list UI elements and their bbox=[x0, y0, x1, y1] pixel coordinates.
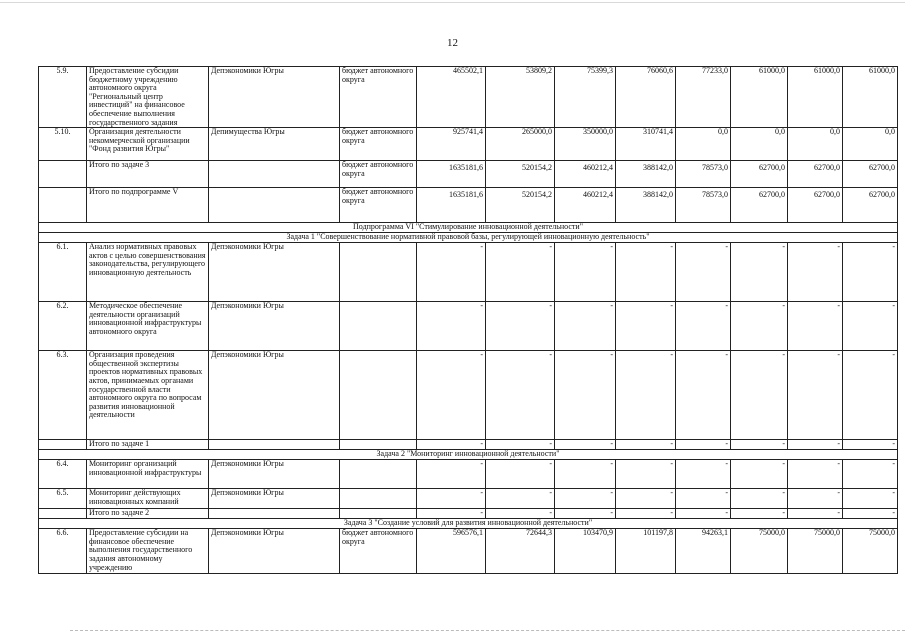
section-header-row bbox=[39, 233, 898, 243]
value-cell: 61000,0 bbox=[788, 67, 843, 128]
subtotal-label: Итого по задаче 1 bbox=[87, 440, 209, 450]
value-cell: 460212,4 bbox=[555, 161, 616, 188]
value-cell: 103470,9 bbox=[555, 529, 616, 574]
value-total: - bbox=[417, 440, 486, 450]
value-cell: 388142,0 bbox=[616, 188, 676, 223]
value-cell: - bbox=[555, 351, 616, 440]
page-number: 12 bbox=[447, 37, 458, 49]
value-cell: 460212,4 bbox=[555, 188, 616, 223]
value-cell: - bbox=[555, 509, 616, 519]
value-cell: - bbox=[843, 460, 898, 489]
value-cell: - bbox=[788, 460, 843, 489]
value-cell: 61000,0 bbox=[731, 67, 788, 128]
value-cell: 77233,0 bbox=[676, 67, 731, 128]
value-cell: - bbox=[731, 351, 788, 440]
value-cell: 265000,0 bbox=[486, 128, 555, 161]
value-cell: - bbox=[788, 440, 843, 450]
value-cell: 520154,2 bbox=[486, 188, 555, 223]
value-cell: - bbox=[731, 489, 788, 509]
row-name: Предоставление субсидии бюджетному учреждению автономного округа "Региональный центр инвестиций" на финансовое обеспечение выполнения государственного задания bbox=[87, 67, 209, 128]
row-number: 6.3. bbox=[39, 351, 87, 440]
value-cell: 78573,0 bbox=[676, 161, 731, 188]
table-row bbox=[39, 529, 898, 574]
task-title: Задача 1 "Совершенствование нормативной правовой базы, регулирующей инновационную деятельность" bbox=[39, 233, 898, 243]
value-cell: 75000,0 bbox=[843, 529, 898, 574]
value-total: - bbox=[417, 243, 486, 302]
row-source: бюджет автономного округа bbox=[340, 67, 417, 128]
row-executor: Депэкономики Югры bbox=[209, 67, 340, 128]
value-cell: 0,0 bbox=[731, 128, 788, 161]
value-cell: - bbox=[616, 489, 676, 509]
row-executor: Депэкономики Югры bbox=[209, 351, 340, 440]
table-row bbox=[39, 302, 898, 351]
value-cell: - bbox=[843, 509, 898, 519]
subprogram-title: Подпрограмма VI "Стимулирование инновационной деятельности" bbox=[39, 223, 898, 233]
value-cell: - bbox=[555, 440, 616, 450]
value-cell: 75000,0 bbox=[731, 529, 788, 574]
row-number: 6.4. bbox=[39, 460, 87, 489]
table-row bbox=[39, 460, 898, 489]
value-cell: 0,0 bbox=[676, 128, 731, 161]
scan-edge-top bbox=[0, 2, 905, 3]
section-header-row bbox=[39, 223, 898, 233]
value-cell: - bbox=[731, 302, 788, 351]
value-total: - bbox=[417, 351, 486, 440]
value-cell: - bbox=[555, 489, 616, 509]
value-cell: - bbox=[788, 302, 843, 351]
value-cell: - bbox=[555, 460, 616, 489]
row-name: Мониторинг действующих инновационных компаний bbox=[87, 489, 209, 509]
row-number: 6.6. bbox=[39, 529, 87, 574]
value-cell: - bbox=[486, 302, 555, 351]
value-total: 1635181,6 bbox=[417, 188, 486, 223]
value-cell: - bbox=[676, 460, 731, 489]
row-name: Анализ нормативных правовых актов с целью совершенствования законодательства, регулирующего инновационную деятельность bbox=[87, 243, 209, 302]
value-cell: - bbox=[731, 460, 788, 489]
value-cell: - bbox=[788, 509, 843, 519]
value-cell: 520154,2 bbox=[486, 161, 555, 188]
row-name: Организация деятельности некоммерческой организации "Фонд развития Югры" bbox=[87, 128, 209, 161]
value-total: - bbox=[417, 460, 486, 489]
row-number: 5.9. bbox=[39, 67, 87, 128]
value-cell: - bbox=[616, 243, 676, 302]
value-total: - bbox=[417, 302, 486, 351]
row-name: Организация проведения общественной экспертизы проектов нормативных правовых актов, принимаемых органами государственной власти автономного округа по вопросам развития инновационной деятельности bbox=[87, 351, 209, 440]
value-cell: - bbox=[676, 243, 731, 302]
value-cell: 94263,1 bbox=[676, 529, 731, 574]
value-cell: 62700,0 bbox=[731, 161, 788, 188]
section-header-row bbox=[39, 519, 898, 529]
value-cell: - bbox=[486, 440, 555, 450]
value-cell: - bbox=[486, 243, 555, 302]
value-cell: - bbox=[616, 351, 676, 440]
row-number: 6.2. bbox=[39, 302, 87, 351]
subtotal-label: Итого по задаче 2 bbox=[87, 509, 209, 519]
value-cell: - bbox=[843, 351, 898, 440]
section-header-row bbox=[39, 450, 898, 460]
row-name: Мониторинг организаций инновационной инфраструктуры bbox=[87, 460, 209, 489]
value-cell: - bbox=[843, 440, 898, 450]
row-source: бюджет автономного округа bbox=[340, 188, 417, 223]
value-cell: - bbox=[486, 351, 555, 440]
row-executor: Депэкономики Югры bbox=[209, 460, 340, 489]
row-name: Предоставление субсидии на финансовое обеспечение выполнения государственного задания автономному учреждению bbox=[87, 529, 209, 574]
value-cell: - bbox=[486, 509, 555, 519]
value-cell: 62700,0 bbox=[788, 188, 843, 223]
row-number: 6.1. bbox=[39, 243, 87, 302]
value-cell: 78573,0 bbox=[676, 188, 731, 223]
subtotal-row bbox=[39, 509, 898, 519]
row-executor: Депимущества Югры bbox=[209, 128, 340, 161]
value-cell: - bbox=[616, 509, 676, 519]
subtotal-label: Итого по подпрограмме V bbox=[87, 188, 209, 223]
value-total: 465502,1 bbox=[417, 67, 486, 128]
row-name: Методическое обеспечение деятельности организаций инновационной инфраструктуры автономного округа bbox=[87, 302, 209, 351]
table-row bbox=[39, 489, 898, 509]
table-row bbox=[39, 351, 898, 440]
table-row bbox=[39, 67, 898, 128]
value-cell: 101197,8 bbox=[616, 529, 676, 574]
value-total: - bbox=[417, 509, 486, 519]
value-cell: 62700,0 bbox=[843, 188, 898, 223]
value-cell: - bbox=[616, 440, 676, 450]
value-cell: 62700,0 bbox=[788, 161, 843, 188]
subtotal-row bbox=[39, 188, 898, 223]
row-executor: Депэкономики Югры bbox=[209, 243, 340, 302]
value-cell: - bbox=[555, 302, 616, 351]
row-source: бюджет автономного округа bbox=[340, 161, 417, 188]
value-cell: - bbox=[731, 509, 788, 519]
value-total: - bbox=[417, 489, 486, 509]
subtotal-row bbox=[39, 161, 898, 188]
value-cell: - bbox=[843, 302, 898, 351]
value-cell: 72644,3 bbox=[486, 529, 555, 574]
row-source: бюджет автономного округа bbox=[340, 128, 417, 161]
row-executor: Депэкономики Югры bbox=[209, 302, 340, 351]
value-cell: - bbox=[788, 489, 843, 509]
value-cell: 75000,0 bbox=[788, 529, 843, 574]
program-table bbox=[38, 66, 898, 574]
value-total: 1635181,6 bbox=[417, 161, 486, 188]
task-title: Задача 2 "Мониторинг инновационной деятельности" bbox=[39, 450, 898, 460]
table-row bbox=[39, 128, 898, 161]
value-cell: - bbox=[788, 351, 843, 440]
value-cell: - bbox=[676, 351, 731, 440]
value-cell: 61000,0 bbox=[843, 67, 898, 128]
value-cell: - bbox=[731, 440, 788, 450]
value-cell: - bbox=[486, 460, 555, 489]
value-cell: 0,0 bbox=[788, 128, 843, 161]
value-cell: 0,0 bbox=[843, 128, 898, 161]
value-cell: - bbox=[843, 243, 898, 302]
value-cell: 75399,3 bbox=[555, 67, 616, 128]
value-cell: - bbox=[676, 302, 731, 351]
value-cell: - bbox=[676, 440, 731, 450]
value-cell: 388142,0 bbox=[616, 161, 676, 188]
value-cell: 310741,4 bbox=[616, 128, 676, 161]
row-number: 6.5. bbox=[39, 489, 87, 509]
value-cell: 62700,0 bbox=[843, 161, 898, 188]
value-cell: 350000,0 bbox=[555, 128, 616, 161]
row-source: бюджет автономного округа bbox=[340, 529, 417, 574]
row-executor: Депэкономики Югры bbox=[209, 529, 340, 574]
value-cell: - bbox=[616, 460, 676, 489]
value-cell: 62700,0 bbox=[731, 188, 788, 223]
value-cell: - bbox=[731, 243, 788, 302]
subtotal-label: Итого по задаче 3 bbox=[87, 161, 209, 188]
value-cell: - bbox=[555, 243, 616, 302]
value-cell: - bbox=[788, 243, 843, 302]
value-cell: - bbox=[843, 489, 898, 509]
value-total: 596576,1 bbox=[417, 529, 486, 574]
value-cell: 76060,6 bbox=[616, 67, 676, 128]
value-cell: 53809,2 bbox=[486, 67, 555, 128]
value-cell: - bbox=[676, 509, 731, 519]
subtotal-row bbox=[39, 440, 898, 450]
row-executor: Депэкономики Югры bbox=[209, 489, 340, 509]
value-total: 925741,4 bbox=[417, 128, 486, 161]
value-cell: - bbox=[676, 489, 731, 509]
value-cell: - bbox=[486, 489, 555, 509]
task-title: Задача 3 "Создание условий для развития инновационной деятельности" bbox=[39, 519, 898, 529]
scan-edge-bottom bbox=[70, 630, 905, 632]
value-cell: - bbox=[616, 302, 676, 351]
table-row bbox=[39, 243, 898, 302]
row-number: 5.10. bbox=[39, 128, 87, 161]
